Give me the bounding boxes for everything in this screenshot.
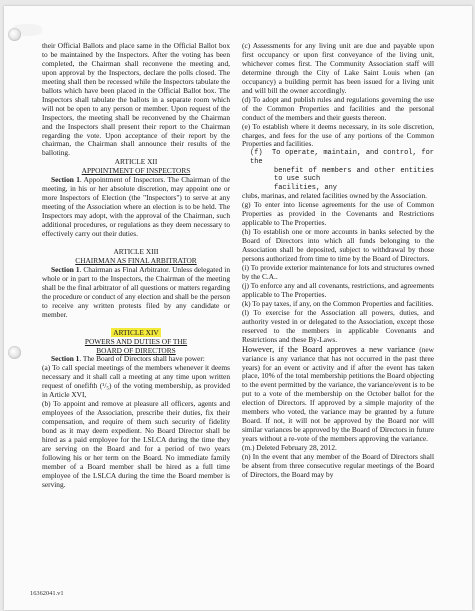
article-13-section-1: [42, 266, 230, 320]
item-f-text-1: To operate, maintain, and control, for the: [250, 149, 434, 167]
item-f-line-1: [250, 149, 434, 166]
article-13-subtitle: CHAIRMAN AS FINAL ARBITRATOR: [75, 255, 197, 265]
article-14-subtitle-2: BOARD OF DIRECTORS: [96, 345, 176, 355]
variance-lead: However, if the Board approves a new variance: [242, 344, 416, 354]
document-id: 16362041.v1: [30, 590, 64, 597]
variance-paragraph: [242, 345, 434, 444]
section-text: . The Board of Directors shall have power:: [79, 354, 205, 364]
section-label: Section 1: [51, 264, 80, 274]
hole-punch-top: [8, 28, 21, 41]
left-column: [42, 42, 230, 490]
item-e: (e) To establish where it deems necessary, in its sole discretion, charges, and fees for the use of any portions of the Common Properties and facilities.: [242, 121, 434, 149]
item-f-line-2: benefit of members and other entities to use such: [274, 166, 434, 184]
ballot-paragraph: their Official Ballots and place same in the Official Ballot box to be maintained by the Inspectors. After the voting has been completed, the Chairman shall reconvene the meeting and, upon approval by the Inspectors, declare the polls closed. The meeting shall then be recessed while the Inspectors tabulate the ballots which have been placed in the Official Ballot box. The Inspectors shall tabulate the ballots in a separate room which will not be open to any person or member. Upon request of the Inspectors, the meeting shall be reconvened by the Chairman and the Inspectors shall present their report to the Chairman regarding the vote. Upon acceptance of their report by the chairman, the Chairman shall announce their results of the balloting.: [42, 41, 230, 158]
section-text: . Chairman as Final Arbitrator. Unless delegated in whole or in part to the Inspectors, the Chairman of the meeting shall be the final arbitrator of all questions or matters regarding the procedure or conduct of any election and shall be the person to receive any written protests filed by any candidate or member.: [42, 264, 230, 319]
article-12-title: ARTICLE XII: [114, 157, 158, 167]
article-14-subtitle-1: POWERS AND DUTIES OF THE: [84, 336, 188, 346]
document-page: [4, 6, 472, 610]
item-f-continuation: clubs, marinas, and related facilities owned by the Association.: [242, 191, 427, 201]
right-column: [242, 42, 434, 480]
item-h: (h) To establish one or more accounts in banks selected by the Board of Directors into which all funds belonging to the Association shall be deposited, subject to withdrawal by those persons authorized from time to time by the Board of Directors.: [242, 227, 434, 264]
item-a: (a) To call special meetings of the members whenever it deems necessary and it shall call a meeting at any time upon written request of onefifth (¹/₅) of the voting membership, as provided in Article XVI,: [42, 363, 230, 400]
hole-punch-middle: [8, 346, 21, 359]
section-label: Section 1: [51, 175, 80, 185]
item-c: (c) Assessments for any living unit are due and payable upon first occupancy or upon first conveyance of the living unit, whichever comes first. The Community Association staff will determine through the City of Lake Saint Louis when (an occupancy) a building permit has been issued for a living unit and will bill the owner accordingly.: [242, 41, 434, 95]
item-k: (k) To pay taxes, if any, on the Common Properties and facilities.: [242, 298, 434, 308]
variance-text: (new variance is any variance that has not occurred in the past three years) for an event or activity and if after the event has taken place, 10% of the total membership petitions the Board objecting to the event permitted by the variance, the variance/event is to be put to a vote of the membership on the October ballot for the election of Directors. If approved by a simple majority of the members who voted, the variance may be granted by a future Board. If not, it will not be approved by the Board nor will similar variances be approved by the Board of Directors in future years without a re-vote of the members approving the variance.: [242, 344, 434, 444]
section-label: Section 1: [51, 354, 80, 364]
item-l: (l) To exercise for the Association all powers, duties, and authority vested in or delegated to the Association, except those reserved to the members in applicable Covenants and Restrictions and these By-Laws.: [242, 307, 434, 344]
item-i: (i) To provide exterior maintenance for lots and structures owned by the C.A..: [242, 263, 434, 281]
section-text: . Appointment of Inspectors. The Chairman of the meeting, in his or her absolute discretion, may appoint one or more Inspectors of Election (the "Inspectors") to serve at any meeting of the Association where an election is to be held. The Inspectors may adopt, with the approval of the Chairman, such additional procedures, or regulations as they deem necessary to effectively carry out their duties.: [42, 175, 230, 239]
item-f-label: (f): [250, 149, 263, 158]
item-b: (b) To appoint and remove at pleasure all officers, agents and employees of the Association, prescribe their duties, fix their compensation, and require of them such security of fidelity bond as it may deem expedient. No Board Director shall be hired as a paid employee for the LSLCA during the time they are serving on the Board and for a period of two years following his or her term on the Board. No immediate family member of a Board member shall be hired as a full time employee of the LSLCA during the time the Board member is serving.: [42, 399, 230, 489]
item-d: (d) To adopt and publish rules and regulations governing the use of the Common Properties and facilities and the personal conduct of the members and their guests thereon.: [242, 94, 434, 122]
article-12-subtitle: APPOINTMENT OF INSPECTORS: [81, 166, 191, 176]
item-n: (n) In the event that any member of the Board of Directors shall be absent from three consecutive regular meetings of the Board of Directors, the Board may by: [242, 452, 434, 479]
item-g: (g) To enter into license agreements for the use of Common Properties as provided in the Covenants and Restrictions applicable to The Properties.: [242, 200, 434, 228]
item-m: (m.) Deleted February 28, 2012.: [242, 443, 337, 453]
item-f-block: [242, 149, 434, 192]
item-j: (j) To enforce any and all covenants, restrictions, and agreements applicable to The Properties.: [242, 280, 434, 299]
article-12-section-1: [42, 176, 230, 239]
article-13-title: ARTICLE XIII: [113, 246, 159, 256]
highlighted-article-title: ARTICLE XIV: [113, 327, 159, 337]
item-f-line-3: facilities, any: [274, 183, 338, 192]
